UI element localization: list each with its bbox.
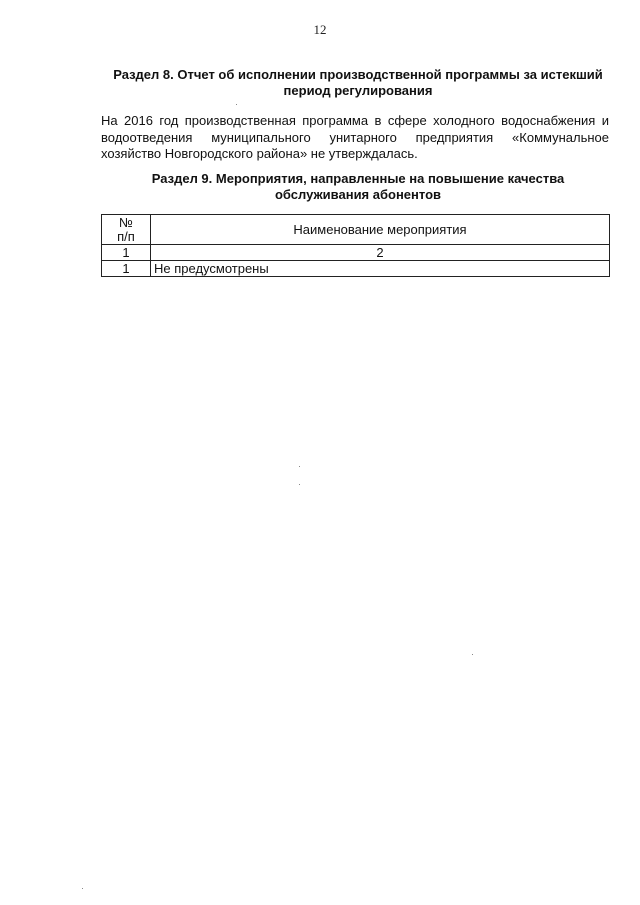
- section-9-heading-line1: Раздел 9. Мероприятия, направленные на повышение качества: [151, 171, 565, 186]
- scan-speck: [236, 104, 237, 105]
- scan-speck: [299, 466, 300, 467]
- section-8-heading-line1: Раздел 8. Отчет об исполнении производственной программы за истекший: [113, 67, 603, 82]
- measures-table: [101, 214, 610, 277]
- section-8-heading-line2: период регулирования: [283, 83, 433, 98]
- page-number: 12: [313, 22, 327, 37]
- header-number-cell: [102, 215, 151, 245]
- section-9-heading: [98, 171, 618, 203]
- table-header-row: [102, 215, 610, 245]
- row-name-cell: Не предусмотрены: [151, 261, 610, 277]
- header-name-cell: Наименование мероприятия: [151, 215, 610, 245]
- section-8-paragraph: На 2016 год производственная программа в сфере холодного водоснабжения и водоотведения муниципального унитарного предприятия «Коммунальное хозяйство Новгородского района» не утверждалась.: [101, 113, 609, 161]
- table-index-row: [102, 245, 610, 261]
- scan-speck: [299, 484, 300, 485]
- index-cell-2: 2: [151, 245, 610, 261]
- section-9-heading-line2: обслуживания абонентов: [274, 187, 442, 202]
- index-cell-1: 1: [102, 245, 151, 261]
- section-8-heading: [98, 67, 618, 99]
- scan-speck: [82, 888, 83, 889]
- header-number-line1: №: [119, 214, 133, 230]
- scan-speck: [472, 654, 473, 655]
- table-row: [102, 261, 610, 277]
- row-number-cell: 1: [102, 261, 151, 277]
- header-number-line2: п/п: [117, 228, 135, 244]
